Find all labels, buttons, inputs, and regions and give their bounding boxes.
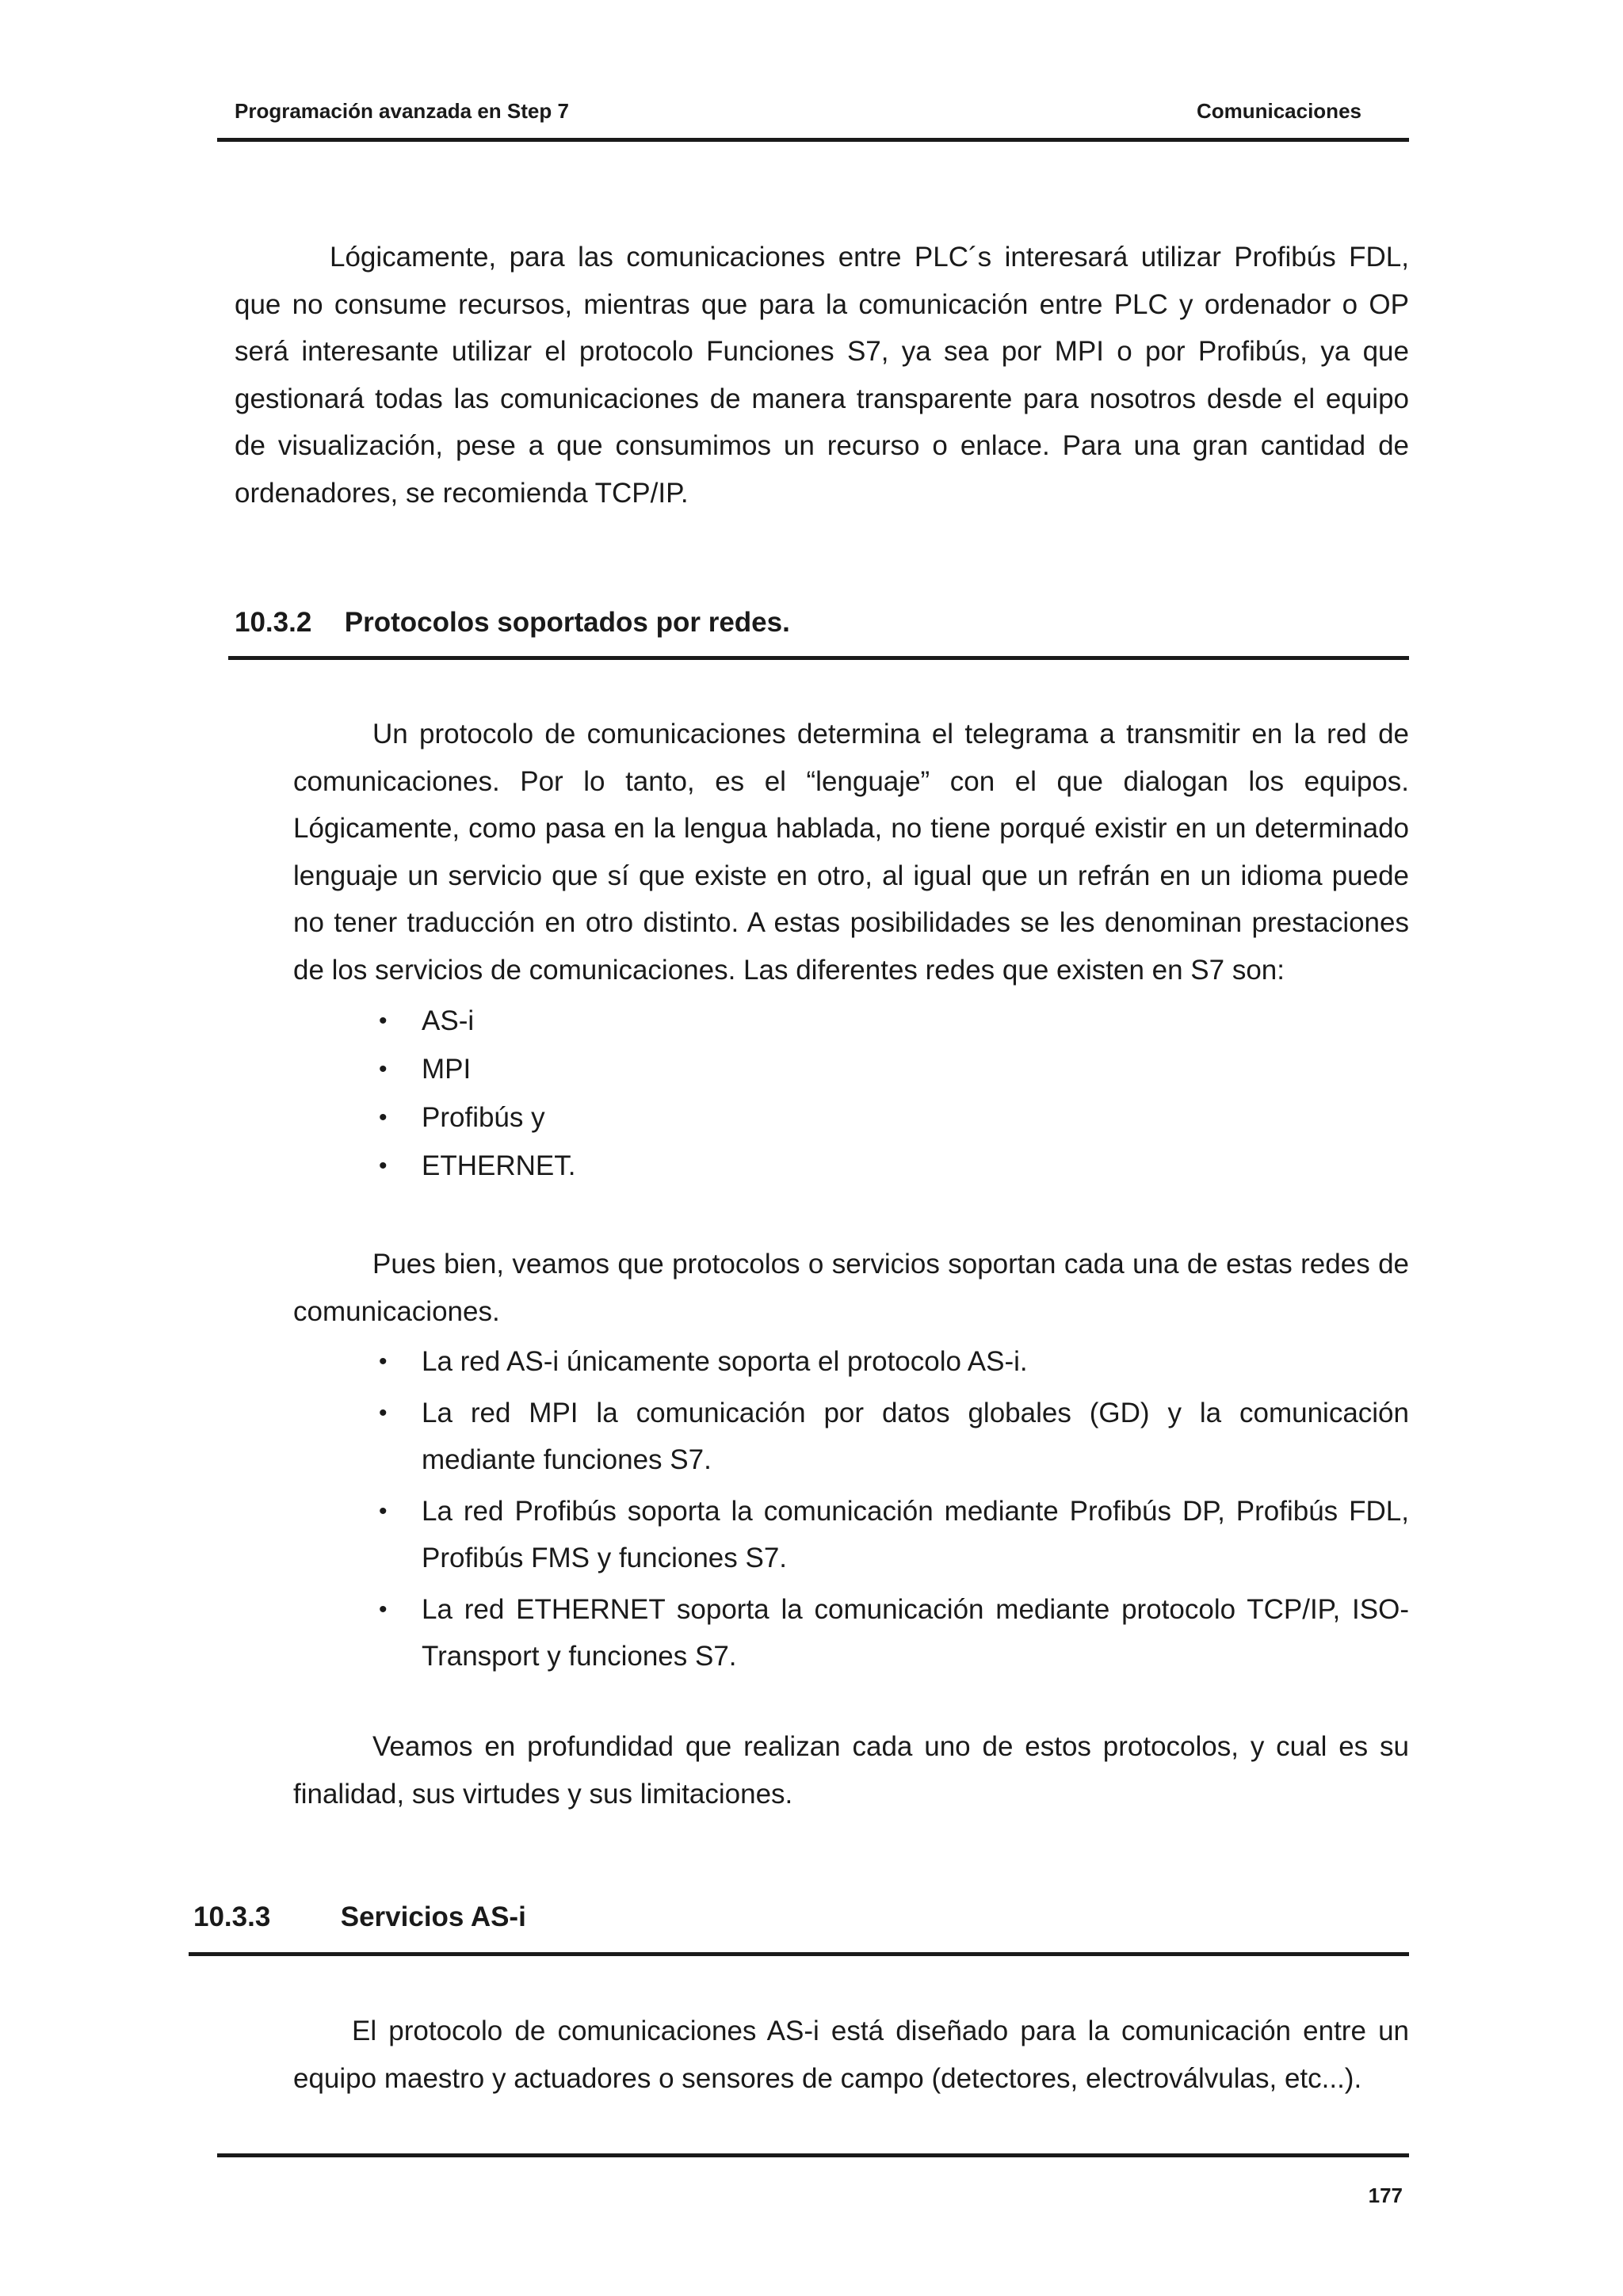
list-item: • La red AS-i únicamente soporta el protocolo AS-i. <box>422 1338 1409 1386</box>
list-item: • La red MPI la comunicación por datos globales (GD) y la comunicación mediante funciones S7. <box>422 1390 1409 1484</box>
bullet-icon: • <box>379 1056 388 1082</box>
asi-paragraph: El protocolo de comunicaciones AS-i está diseñado para la comunicación entre un equipo maestro y actuadores o sensores de campo (detectores, electroválvulas, etc...). <box>293 2016 1409 2094</box>
section-heading-10-3-3 <box>193 1900 526 1935</box>
list-item: • ETHERNET. <box>422 1142 1409 1190</box>
section-number: 10.3.3 <box>193 1901 271 1932</box>
bullet-icon: • <box>379 1399 388 1426</box>
running-header-title: Programación avanzada en Step 7 <box>235 99 569 123</box>
protocols-list <box>379 1338 1409 1684</box>
intro-paragraph: Lógicamente, para las comunicaciones entre PLC´s interesará utilizar Profibús FDL, que no consume recursos, mientras que para la comunicación entre PLC y ordenador o OP será interesante utilizar el protocolo Funciones S7, ya sea por MPI o por Profibús, ya que gestionará todas las comunicaciones de manera transparente para nosotros desde el equipo de visualización, pese a que consumimos un recurso o enlace. Para una gran cantidad de ordenadores, se recomienda TCP/IP. <box>235 242 1409 509</box>
bullet-icon: • <box>379 1596 388 1623</box>
header-rule <box>217 138 1409 142</box>
networks-list <box>379 997 1409 1190</box>
section-number: 10.3.2 <box>235 607 312 638</box>
bullet-icon: • <box>379 1104 388 1131</box>
section-heading-10-3-2 <box>235 605 790 640</box>
section-title: Protocolos soportados por redes. <box>344 607 790 638</box>
section-rule-10-3-3 <box>189 1952 1409 1956</box>
bullet-icon: • <box>379 1497 388 1524</box>
list-item: • Profibús y <box>422 1093 1409 1142</box>
list-item: • AS-i <box>422 997 1409 1045</box>
bullet-icon: • <box>379 1348 388 1375</box>
bullet-icon: • <box>379 1153 388 1179</box>
section-rule-10-3-2 <box>228 656 1409 660</box>
footer-rule <box>217 2153 1409 2157</box>
list-item: • MPI <box>422 1045 1409 1093</box>
closing-paragraph: Veamos en profundidad que realizan cada uno de estos protocolos, y cual es su finalidad, sus virtudes y sus limitaciones. <box>293 1731 1409 1810</box>
services-intro-paragraph: Pues bien, veamos que protocolos o servicios soportan cada una de estas redes de comunicaciones. <box>293 1249 1409 1327</box>
page-number: 177 <box>1368 2183 1403 2207</box>
section-title: Servicios AS-i <box>340 1901 526 1932</box>
list-item: • La red ETHERNET soporta la comunicación mediante protocolo TCP/IP, ISO-Transport y funciones S7. <box>422 1586 1409 1680</box>
bullet-icon: • <box>379 1008 388 1034</box>
list-item: • La red Profibús soporta la comunicación mediante Profibús DP, Profibús FDL, Profibús FMS y funciones S7. <box>422 1488 1409 1582</box>
running-header-chapter: Comunicaciones <box>1196 99 1361 123</box>
protocol-paragraph: Un protocolo de comunicaciones determina el telegrama a transmitir en la red de comunicaciones. Por lo tanto, es el “lenguaje” con el que dialogan los equipos. Lógicamente, como pasa en la lengua hablada, no tiene porqué existir en un determinado lenguaje un servicio que sí que existe en otro, al igual que un refrán en un idioma puede no tener traducción en otro distinto. A estas posibilidades se les denominan prestaciones de los servicios de comunicaciones. Las diferentes redes que existen en S7 son: <box>293 719 1409 986</box>
